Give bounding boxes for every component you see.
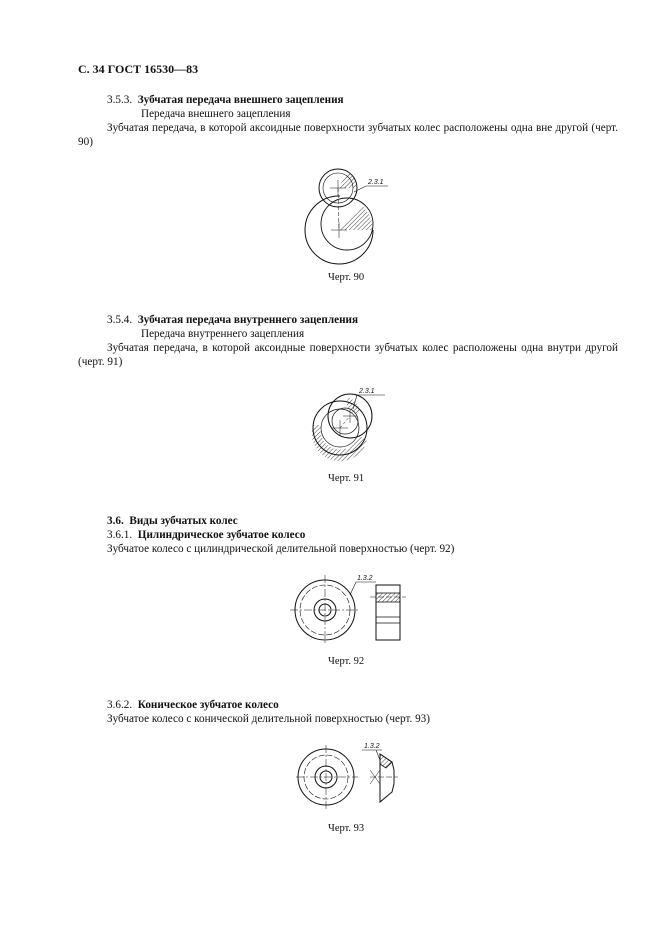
term-line	[78, 528, 618, 542]
definition: Зубчатое колесо с цилиндрической делительной поверхностью (черт. 92)	[107, 543, 455, 555]
section-title: Виды зубчатых колес	[129, 515, 238, 527]
figure-caption: Черт. 91	[328, 473, 365, 484]
section-number: 3.5.3.	[107, 94, 133, 106]
section-number: 3.6.	[107, 515, 124, 527]
section-title-line	[78, 514, 618, 528]
term-title: Цилиндрическое зубчатое колесо	[137, 529, 306, 541]
term-line	[78, 313, 618, 327]
figure-93-bevel-gear	[296, 742, 411, 812]
page-header: С. 34 ГОСТ 16530—83	[78, 62, 199, 76]
figure-90-external-gear-pair	[300, 160, 390, 270]
definition: Зубчатая передача, в которой аксоидные поверхности зубчатых колес расположены одна внутри другой (черт. 91)	[78, 342, 618, 368]
figure-label: 1.3.2	[364, 743, 380, 750]
definition: Зубчатое колесо с конической делительной поверхностью (черт. 93)	[107, 713, 430, 725]
figure-92-cylindrical-gear	[290, 575, 410, 645]
figure-caption: Черт. 90	[328, 272, 365, 283]
section-number: 3.5.4.	[107, 314, 133, 326]
section-number: 3.6.1.	[107, 529, 133, 541]
definition: Зубчатая передача, в которой аксоидные поверхности зубчатых колес расположены одна вне другой (черт. 90)	[78, 122, 618, 148]
term-line	[78, 698, 618, 712]
term-title: Зубчатая передача внутреннего зацепления	[137, 314, 359, 326]
figure-label: 1.3.2	[357, 575, 373, 582]
section-3-5-4	[78, 313, 618, 369]
figure-label: 2.3.1	[359, 388, 375, 395]
synonym: Передача внешнего зацепления	[141, 108, 291, 120]
term-line	[78, 93, 618, 107]
section-3-5-3	[78, 93, 618, 149]
figure-label: 2.3.1	[368, 179, 384, 186]
term-title: Зубчатая передача внешнего зацепления	[137, 94, 344, 106]
figure-caption: Черт. 93	[328, 823, 365, 834]
figure-caption: Черт. 92	[328, 656, 365, 667]
section-3-6	[78, 514, 618, 556]
term-title: Коническое зубчатое колесо	[137, 699, 279, 711]
figure-91-internal-gear-pair	[305, 383, 400, 463]
section-number: 3.6.2.	[107, 699, 133, 711]
section-3-6-2	[78, 698, 618, 726]
synonym: Передача внутреннего зацепления	[141, 328, 305, 340]
